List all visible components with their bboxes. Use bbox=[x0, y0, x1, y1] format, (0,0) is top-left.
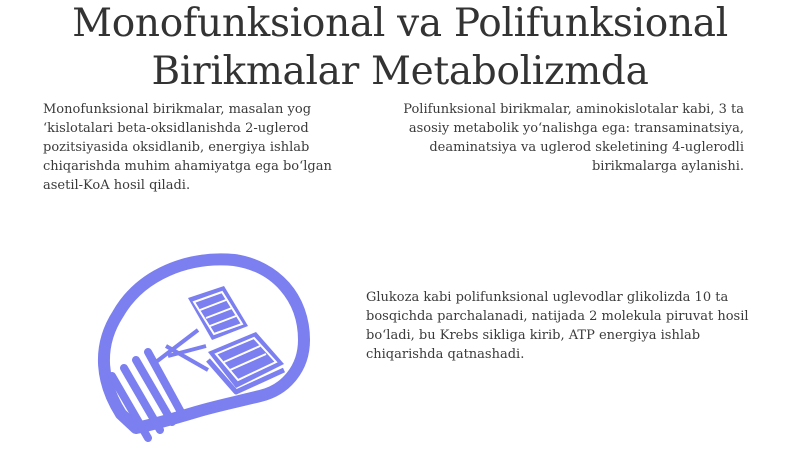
bulb-glass-outline bbox=[104, 259, 304, 428]
filament-wire-1 bbox=[156, 330, 198, 362]
slide-title-line-1: Monofunksional va Polifunksional bbox=[72, 1, 728, 46]
paragraph-monofunctional: Monofunksional birikmalar, masalan yog ʻkislotalari beta-oksidlanishda 2-uglerod pozitsiyasida oksidlanib, energiya ishlab chiqarishda muhim ahamiyatga ega boʻlgan asetil-KoA hosil qiladi. bbox=[43, 102, 332, 193]
slide-title-line-2: Birikmalar Metabolizmda bbox=[151, 49, 649, 94]
paragraph-polyfunctional: Polifunksional birikmalar, aminokislotalar kabi, 3 ta asosiy metabolik yoʻnalishga ega: transaminatsiya, deaminatsiya va uglerod skeletining 4-uglerodli birikmalarga aylanishi. bbox=[403, 102, 744, 174]
paragraph-glucose: Glukoza kabi polifunksional uglevodlar glikolizda 10 ta bosqichda parchalanadi, natijada 2 molekula piruvat hosil boʻladi, bu Krebs sikliga kirib, ATP energiya ishlab chiqarishda qatnashadi. bbox=[366, 290, 749, 362]
lightbulb-with-books-icon bbox=[96, 252, 312, 449]
book-lower bbox=[208, 332, 284, 392]
slide-title bbox=[0, 0, 800, 96]
